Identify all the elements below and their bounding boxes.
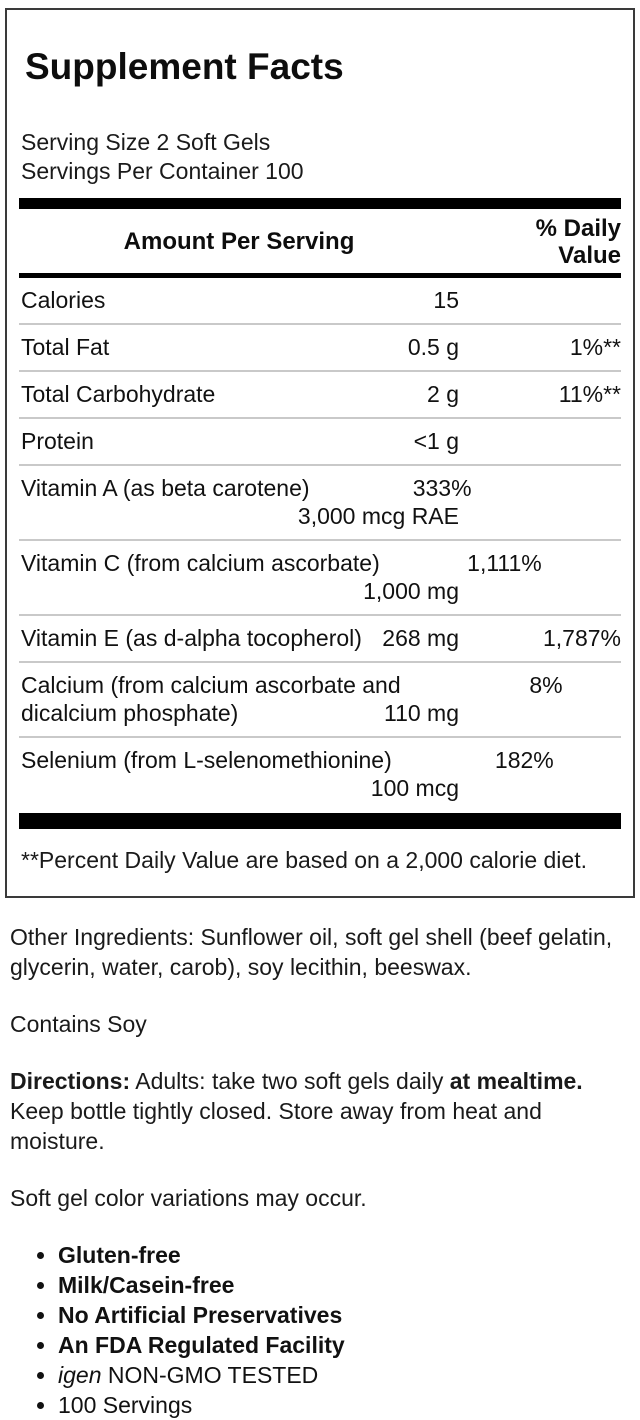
table-row-line1 [21,427,621,455]
daily-value-footnote: **Percent Daily Value are based on a 2,000 calorie diet. [21,847,587,873]
serving-size: Serving Size 2 Soft Gels [21,129,271,155]
table-row [19,614,621,661]
table-row-line2 [21,774,621,802]
daily-value-header-line2: Value [558,242,621,269]
feature-list-item: • 100 Servings [58,1390,630,1420]
nutrient-amount: 268 mg [382,625,459,651]
feature-bullet-list [10,1240,630,1420]
nutrient-name: Total Fat [21,334,110,360]
table-row-line1 [21,333,621,361]
feature-list-item: • No Artificial Preservatives [58,1300,630,1330]
nutrient-name: Vitamin E (as d-alpha tocopherol) [21,625,362,651]
facts-rows [19,278,621,811]
other-ingredients-text: Other Ingredients: Sunflower oil, soft gel shell (beef gelatin, glycerin, water, carob), soy lecithin, beeswax. [10,924,613,980]
nutrient-amount: 3,000 mcg RAE [297,503,459,529]
heavy-divider-top [19,198,621,209]
table-row-line2 [21,699,621,727]
supplement-facts-title: Supplement Facts [25,46,344,87]
feature-italic-prefix: igen [58,1362,102,1388]
nutrient-daily-value: 1%** [569,334,621,360]
nutrient-amount: 15 [433,287,459,313]
table-row [19,370,621,417]
nutrient-amount: <1 g [413,428,459,454]
table-row-line1 [21,474,621,502]
nutrient-name-continued: dicalcium phosphate) [21,700,239,726]
heavy-divider-bottom [19,813,621,829]
table-row [19,464,621,539]
details-section [10,922,630,1420]
nutrient-amount: 2 g [427,381,459,407]
feature-list-item: • An FDA Regulated Facility [58,1330,630,1360]
serving-info [21,128,621,186]
nutrient-amount: 100 mcg [370,775,459,801]
daily-value-header [459,215,621,269]
table-row [19,323,621,370]
table-header-row [19,209,621,273]
directions-emphasis: at mealtime. [449,1068,583,1094]
table-row-line1 [21,624,621,652]
nutrient-name: Selenium (from L-selenomethionine) [21,747,392,773]
table-row-line2 [21,577,621,605]
directions-post: Keep bottle tightly closed. Store away from heat and moisture. [10,1098,542,1154]
nutrient-name: Calcium (from calcium ascorbate and [21,672,401,698]
table-row-line1 [21,286,621,314]
feature-list-item: • Milk/Casein-free [58,1270,630,1300]
daily-value-header-line1: % Daily [535,215,621,242]
nutrient-daily-value: 11%** [558,381,621,407]
table-row [19,417,621,464]
feature-list-item: • igen NON-GMO TESTED [58,1360,630,1390]
table-row-line1 [21,549,621,577]
nutrient-daily-value: 8% [529,672,563,698]
nutrient-amount: 110 mg [383,700,459,726]
nutrient-name: Vitamin C (from calcium ascorbate) [21,550,380,576]
table-row-line1 [21,671,621,699]
feature-list-item: • Gluten-free [58,1240,630,1270]
table-row-line2 [21,502,621,530]
amount-per-serving-header: Amount Per Serving [123,228,355,255]
table-row [19,736,621,811]
nutrient-name: Protein [21,428,94,454]
nutrient-amount: 1,000 mg [363,578,459,604]
nutrient-daily-value: 333% [412,475,472,501]
color-variation-note: Soft gel color variations may occur. [10,1185,367,1211]
table-row [19,661,621,736]
servings-per-container: Servings Per Container 100 [21,158,304,184]
contains-text: Contains Soy [10,1011,147,1037]
nutrient-name: Calories [21,287,106,313]
table-row [19,278,621,323]
table-row-line1 [21,746,621,774]
supplement-label-page [0,8,640,1418]
directions-pre: Adults: take two soft gels daily [130,1068,450,1094]
table-row-line1 [21,380,621,408]
nutrient-daily-value: 1,111% [467,550,542,576]
table-row [19,539,621,614]
supplement-facts-panel [5,8,635,898]
nutrient-daily-value: 182% [494,747,554,773]
directions-label: Directions: [10,1068,131,1094]
nutrient-name: Vitamin A (as beta carotene) [21,475,310,501]
directions-text [10,1066,630,1156]
nutrient-daily-value: 1,787% [542,625,621,651]
nutrient-name: Total Carbohydrate [21,381,216,407]
nutrient-amount: 0.5 g [407,334,459,360]
